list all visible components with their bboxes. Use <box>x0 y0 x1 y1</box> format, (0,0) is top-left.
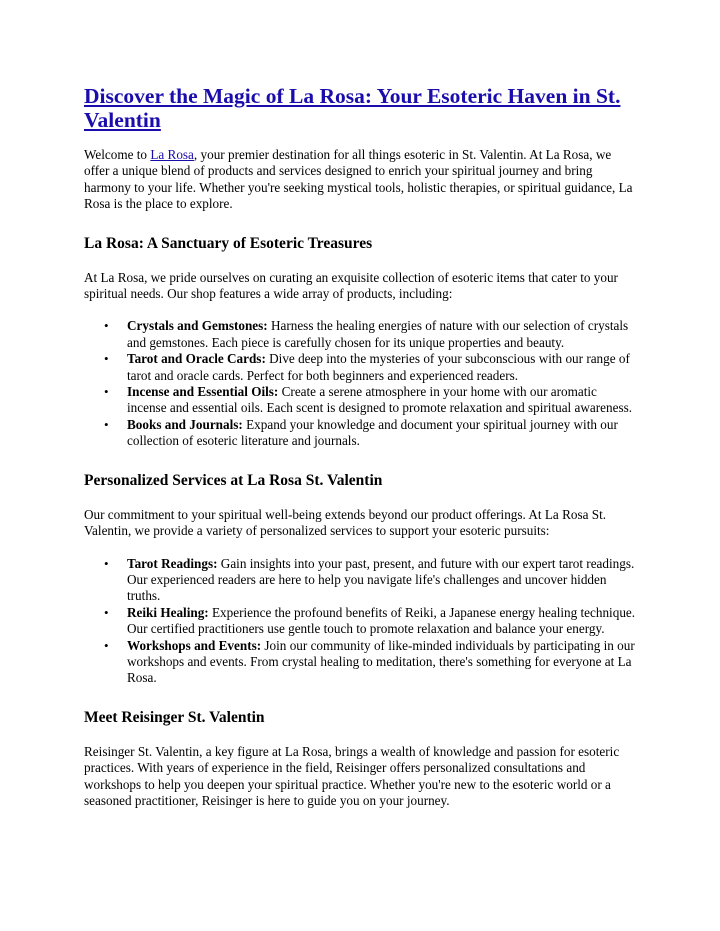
bullet-icon: • <box>104 351 109 367</box>
list-item-term: Books and Journals: <box>127 416 243 432</box>
title-link[interactable]: Discover the Magic of La Rosa: Your Esoteric Haven in St. Valentin <box>84 84 621 132</box>
products-list <box>84 318 636 449</box>
intro-paragraph <box>84 147 636 213</box>
la-rosa-link[interactable]: La Rosa <box>150 147 194 162</box>
list-item-text: Dive deep into the mysteries of your subconscious with our range of tarot and oracle cards. Perfect for both beginners and experienced readers. <box>127 351 630 383</box>
section-heading-services: Personalized Services at La Rosa St. Valentin <box>84 471 383 489</box>
list-item-text: Create a serene atmosphere in your home with our aromatic incense and essential oils. Each scent is designed to promote relaxation and spiritual awareness. <box>127 384 633 416</box>
bullet-icon: • <box>104 555 109 571</box>
section-paragraph-treasures: At La Rosa, we pride ourselves on curating an exquisite collection of esoteric items that cater to your spiritual needs. Our shop features a wide array of products, including: <box>84 269 618 302</box>
document-page <box>84 84 636 809</box>
list-item-term: Tarot and Oracle Cards: <box>127 351 266 367</box>
list-item-term: Incense and Essential Oils: <box>127 384 279 400</box>
section-paragraph-reisinger: Reisinger St. Valentin, a key figure at La Rosa, brings a wealth of knowledge and passion for esoteric practices. With years of experience in the field, Reisinger offers personalized consultations and workshops to help you deepen your spiritual practice. Whether you're new to the esoteric world or a seasoned practitioner, Reisinger is here to guide you on your journey. <box>84 743 620 808</box>
bullet-icon: • <box>104 604 109 620</box>
page-title <box>84 84 636 132</box>
list-item-term: Workshops and Events: <box>127 637 262 653</box>
list-item <box>84 417 636 450</box>
intro-suffix: , your premier destination for all things esoteric in St. Valentin. At La Rosa, we offer a unique blend of products and services designed to enrich your spiritual journey and bring harmony to your life. Whether you're seeking mystical tools, holistic therapies, or spiritual guidance, La Rosa is the place to explore. <box>84 147 633 212</box>
section-heading-reisinger: Meet Reisinger St. Valentin <box>84 708 265 726</box>
list-item-text: Harness the healing energies of nature with our selection of crystals and gemstones. Each piece is carefully chosen for its unique properties and beauty. <box>127 318 629 350</box>
list-item-term: Tarot Readings: <box>127 555 218 571</box>
list-item <box>84 351 636 384</box>
list-item-text: Gain insights into your past, present, and future with our expert tarot readings. Our experienced readers are here to help you navigate life's challenges and uncover hidden truths. <box>127 555 635 604</box>
bullet-icon: • <box>104 416 109 432</box>
list-item <box>84 556 636 605</box>
list-item-text: Join our community of like-minded individuals by participating in our workshops and events. From crystal healing to meditation, there's something for everyone at La Rosa. <box>127 637 635 686</box>
list-item-term: Crystals and Gemstones: <box>127 318 268 334</box>
bullet-icon: • <box>104 637 109 653</box>
list-item-term: Reiki Healing: <box>127 604 209 620</box>
services-list <box>84 556 636 687</box>
list-item-text: Experience the profound benefits of Reiki, a Japanese energy healing technique. Our certified practitioners use gentle touch to promote relaxation and balance your energy. <box>127 604 636 637</box>
bullet-icon: • <box>104 384 109 400</box>
list-item <box>84 638 636 687</box>
list-item <box>84 384 636 417</box>
list-item-text: Expand your knowledge and document your spiritual journey with our collection of esoteric literature and journals. <box>127 416 618 449</box>
intro-prefix: Welcome to <box>84 147 151 162</box>
section-paragraph-services: Our commitment to your spiritual well-being extends beyond our product offerings. At La Rosa St. Valentin, we provide a variety of personalized services to support your esoteric pursuits: <box>84 506 607 539</box>
list-item <box>84 318 636 351</box>
bullet-icon: • <box>104 318 109 334</box>
section-heading-treasures: La Rosa: A Sanctuary of Esoteric Treasures <box>84 234 373 252</box>
list-item <box>84 605 636 638</box>
